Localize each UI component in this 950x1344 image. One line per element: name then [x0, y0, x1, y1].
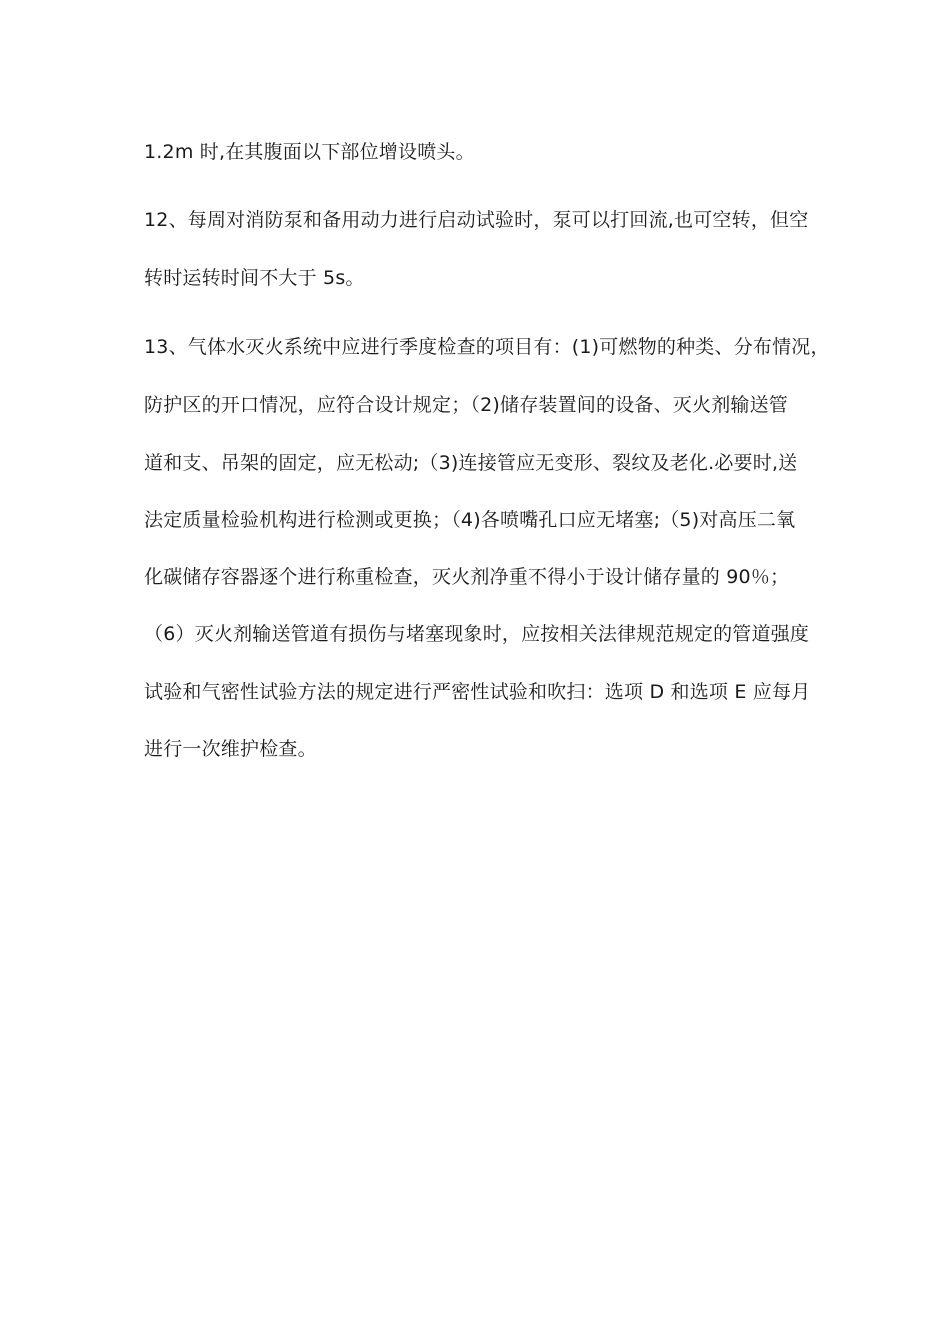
text-line: 1.2m 时,在其腹面以下部位增设喷头。 — [144, 141, 475, 163]
text-line: （6）灭火剂输送管道有损伤与堵塞现象时，应按相关法律规范规定的管道强度 — [144, 623, 810, 645]
text-line: 12、每周对消防泵和备用动力进行启动试验时，泵可以打回流,也可空转，但空 — [144, 209, 809, 231]
text-line: 道和支、吊架的固定，应无松动;（3)连接管应无变形、裂纹及老化.必要时,送 — [144, 452, 798, 474]
text-line: 13、气体水灭火系统中应进行季度检查的项目有：(1)可燃物的种类、分布情况， — [144, 336, 830, 358]
text-line: 试验和气密性试验方法的规定进行严密性试验和吹扫：选项 D 和选项 E 应每月 — [144, 681, 811, 703]
text-line: 进行一次维护检查。 — [144, 738, 317, 760]
text-line: 防护区的开口情况，应符合设计规定；（2)储存装置间的设备、灭火剂输送管 — [144, 394, 789, 416]
text-line: 法定质量检验机构进行检测或更换；（4)各喷嘴孔口应无堵塞;（5)对高压二氧 — [144, 509, 796, 531]
text-line: 转时运转时间不大于 5s。 — [144, 267, 365, 289]
text-line: 化碳储存容器逐个进行称重检查，灭火剂净重不得小于设计储存量的 90％； — [144, 566, 790, 588]
